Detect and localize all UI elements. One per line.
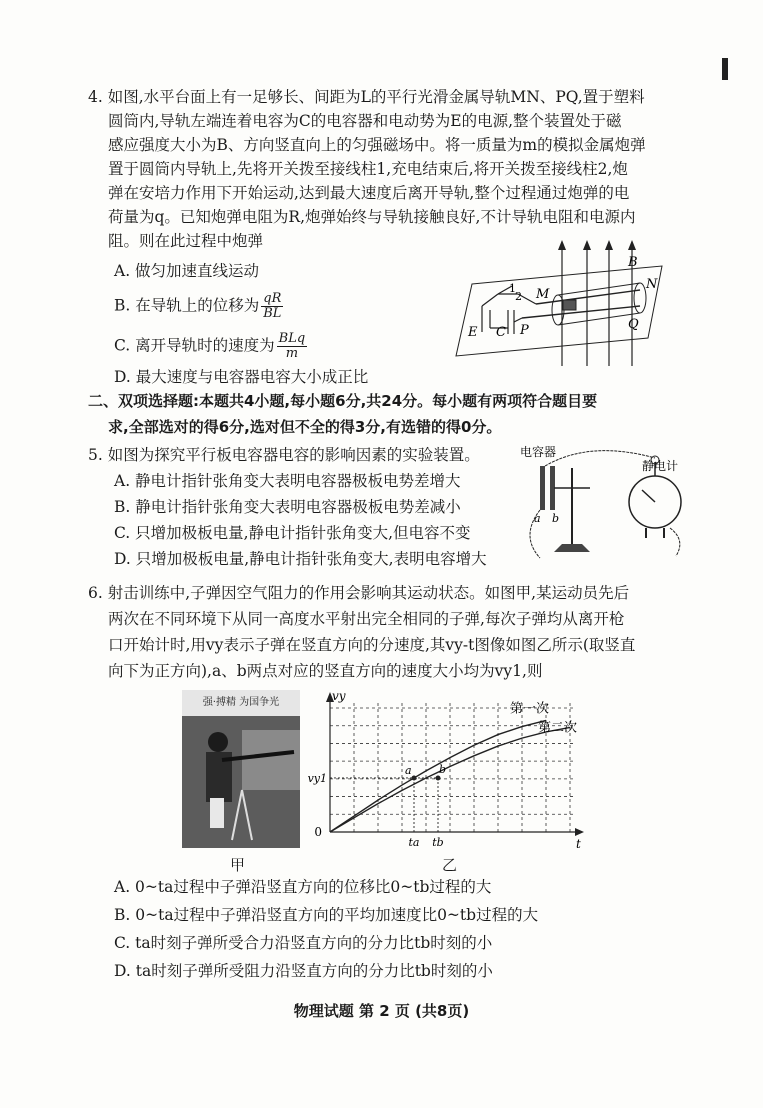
point-a-label: a — [405, 763, 412, 777]
point-b — [436, 775, 441, 780]
q4-stem-line-2: 圆筒内,导轨左端连着电容为C的电容器和电动势为E的电源,整个装置处于磁 — [108, 112, 622, 130]
projectile — [563, 300, 576, 310]
y-tick-vy1: vy1 — [307, 771, 327, 785]
shooter-silhouette — [182, 690, 300, 848]
x-tick-tb: tb — [432, 836, 444, 849]
q4-option-a: A. 做匀加速直线运动 — [114, 262, 260, 280]
stand-base — [554, 544, 590, 552]
label-c: C — [496, 325, 506, 340]
q5-option-a: A. 静电计指针张角变大表明电容器极板电势差增大 — [114, 472, 461, 490]
rail-mn — [536, 290, 640, 304]
q6-stem-line-2: 两次在不同环境下从同一高度水平射出完全相同的子弹,每次子弹均从离开枪 — [108, 610, 625, 628]
q4-option-b-text: B. 在导轨上的位移为 — [114, 296, 260, 315]
q4-stem-line-7: 阻。则在此过程中炮弹 — [108, 232, 264, 250]
electrometer-needle — [642, 490, 655, 502]
point-a — [412, 775, 417, 780]
connecting-wire-top — [545, 451, 655, 466]
q4-stem-line-4: 置于圆筒内导轨上,先将开关拨至接线柱1,充电结束后,将开关拨至接线柱2,炮 — [108, 160, 628, 178]
rail-pq — [522, 306, 640, 318]
label-jia: 甲 — [230, 856, 246, 874]
q4-option-d: D. 最大速度与电容器电容大小成正比 — [114, 368, 369, 386]
y-axis-label: vy — [332, 689, 346, 703]
q4-stem-line-1: 4. 如图,水平台面上有一足够长、间距为L的平行光滑金属导轨MN、PQ,置于塑料 — [88, 88, 645, 106]
section2-heading-line-1: 二、双项选择题:本题共4小题,每小题6分,共24分。每小题有两项符合题目要 — [88, 392, 598, 410]
label-p: P — [520, 323, 529, 338]
q6-option-b: B. 0~ta过程中子弹沿竖直方向的平均加速度比0~tb过程的大 — [114, 906, 539, 924]
tube-right-end — [634, 283, 646, 313]
q4-option-c — [114, 332, 309, 361]
tube-top-edge — [558, 283, 640, 295]
label-terminal-2: 2 — [515, 290, 522, 303]
q4-option-c-text: C. 离开导轨时的速度为 — [114, 336, 275, 355]
q6-stem-line-1: 6. 射击训练中,子弹因空气阻力的作用会影响其运动状态。如图甲,某运动员先后 — [88, 584, 630, 602]
q4-stem-line-6: 荷量为q。已知炮弹电阻为R,炮弹始终与导轨接触良好,不计导轨电阻和电源内 — [108, 208, 636, 226]
q5-stem: 5. 如图为探究平行板电容器电容的影响因素的实验装置。 — [88, 446, 480, 464]
q4-option-b-fraction — [261, 292, 283, 321]
label-electrometer: 静电计 — [642, 459, 679, 473]
x-axis-arrow — [575, 828, 584, 836]
q6-option-d: D. ta时刻子弹所受阻力沿竖直方向的分力比tb时刻的小 — [114, 962, 493, 980]
label-plate-a: a — [534, 512, 541, 525]
plate-a — [540, 466, 545, 510]
photo-banner: 强·搏精 为国争光 — [182, 690, 300, 716]
label-e: E — [468, 325, 478, 340]
section2-heading-line-2: 求,全部选对的得6分,选对但不全的得3分,有选错的得0分。 — [108, 418, 502, 436]
q4-option-c-numerator: BLq — [278, 331, 306, 346]
q4-option-c-denominator: m — [285, 346, 299, 361]
label-plate-b: b — [552, 512, 560, 525]
label-m: M — [536, 287, 550, 302]
q4-option-b-numerator: qR — [261, 292, 283, 307]
page-edge-mark — [722, 58, 728, 80]
field-arrowheads — [558, 240, 636, 250]
q6-option-a: A. 0~ta过程中子弹沿竖直方向的位移比0~tb过程的大 — [114, 878, 492, 896]
point-b-label: b — [439, 762, 447, 776]
q4-option-b-denominator: BL — [263, 306, 282, 321]
series-label-2: 第二次 — [538, 720, 578, 736]
label-terminal-1: 1 — [509, 282, 516, 295]
q5-option-c: C. 只增加极板电量,静电计指针张角变大,但电容不变 — [114, 524, 471, 542]
x-axis-label: t — [576, 837, 581, 851]
q4-stem-line-3: 感应强度大小为B、方向竖直向上的匀强磁场中。将一质量为m的模拟金属炮弹 — [108, 136, 646, 154]
q5-capacitor-figure — [510, 440, 700, 570]
chart-marks — [308, 763, 446, 849]
label-capacitor: 电容器 — [520, 445, 557, 459]
q4-stem-line-5: 弹在安培力作用下开始运动,达到最大速度后离开导轨,整个过程通过炮弹的电 — [108, 184, 630, 202]
x-tick-ta: ta — [408, 836, 420, 849]
origin-label: 0 — [314, 825, 322, 839]
q5-option-d: D. 只增加极板电量,静电计指针张角变大,表明电容增大 — [114, 550, 487, 568]
ground-wire-right — [670, 528, 680, 556]
vy-t-chart — [300, 686, 590, 854]
table-plane — [456, 266, 662, 356]
page-footer: 物理试题 第 2 页 (共8页) — [293, 1002, 470, 1020]
q5-option-b: B. 静电计指针张角变大表明电容器极板电势差减小 — [114, 498, 461, 516]
q4-option-c-fraction — [277, 332, 308, 361]
q6-stem-line-4: 向下为正方向),a、b两点对应的竖直方向的速度大小均为vy1,则 — [108, 662, 543, 680]
q4-railgun-figure — [452, 236, 680, 368]
label-n: N — [646, 277, 658, 292]
q6-stem-line-3: 口开始计时,用vy表示子弹在竖直方向的分速度,其vy-t图像如图乙所示(取竖直 — [108, 636, 636, 654]
label-yi: 乙 — [442, 856, 458, 874]
chart-series — [330, 700, 577, 832]
shooter-photo — [182, 690, 300, 848]
label-q: Q — [628, 317, 639, 332]
q6-option-c: C. ta时刻子弹所受合力沿竖直方向的分力比tb时刻的小 — [114, 934, 493, 952]
q4-option-b — [114, 292, 285, 321]
label-b: B — [628, 255, 638, 270]
series-label-1: 第一次 — [510, 701, 550, 717]
